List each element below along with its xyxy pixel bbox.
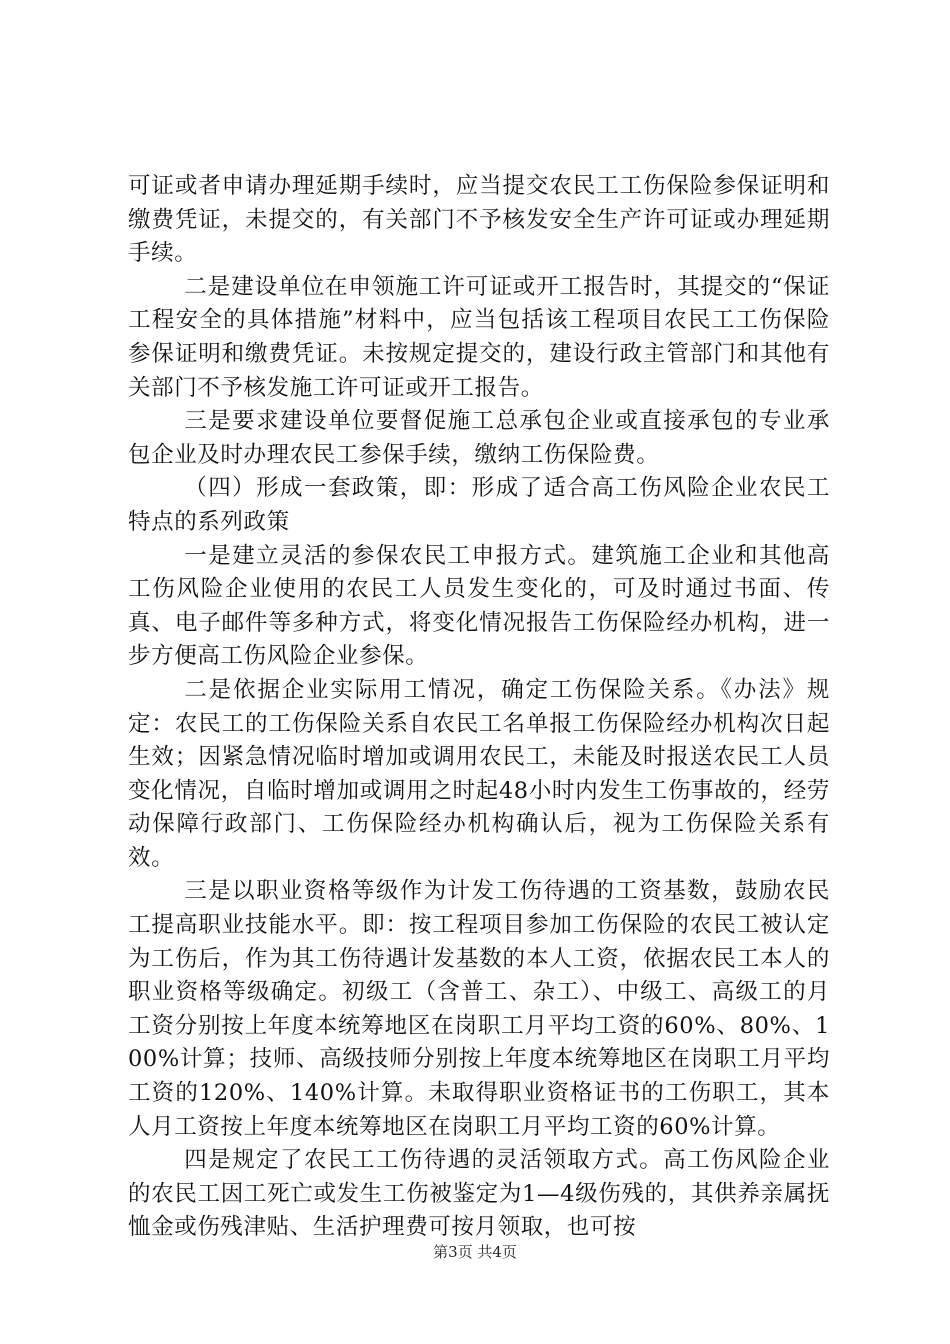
page-footer xyxy=(0,1242,950,1262)
page-number-label: 第3页 共4页 xyxy=(433,1243,517,1261)
section-heading-four: （四）形成一套政策，即：形成了适合高工伤风险企业农民工特点的系列政策 xyxy=(128,475,830,535)
paragraph-continuation: 可证或者申请办理延期手续时，应当提交农民工工伤保险参保证明和缴费凭证，未提交的，有关部门不予核发安全生产许可证或办理延期手续。 xyxy=(128,173,830,267)
paragraph-policy-four: 四是规定了农民工工伤待遇的灵活领取方式。高工伤风险企业的农民工因工死亡或发生工伤被鉴定为1—4级伤残的，其供养亲属抚恤金或伤残津贴、生活护理费可按月领取，也可按 xyxy=(128,1147,830,1241)
paragraph-policy-one: 一是建立灵活的参保农民工申报方式。建筑施工企业和其他高工伤风险企业使用的农民工人员发生变化的，可及时通过书面、传真、电子邮件等多种方式，将变化情况报告工伤保险经办机构，进一步方便高工伤风险企业参保。 xyxy=(128,542,830,670)
paragraph-item-three: 三是要求建设单位要督促施工总承包企业或直接承包的专业承包企业及时办理农民工参保手续，缴纳工伤保险费。 xyxy=(128,408,830,468)
paragraph-policy-three: 三是以职业资格等级作为计发工伤待遇的工资基数，鼓励农民工提高职业技能水平。即：按工程项目参加工伤保险的农民工被认定为工伤后，作为其工伤待遇计发基数的本人工资，依据农民工本人的职业资格等级确定。初级工（含普工、杂工）、中级工、高级工的月工资分别按上年度本统筹地区在岗职工月平均工资的60%、80%、100%计算；技师、高级技师分别按上年度本统筹地区在岗职工月平均工资的120%、140%计算。未取得职业资格证书的工伤职工，其本人月工资按上年度本统筹地区在岗职工月平均工资的60%计算。 xyxy=(128,878,830,1140)
document-body xyxy=(128,170,830,1245)
paragraph-item-two: 二是建设单位在申领施工许可证或开工报告时，其提交的“保证工程安全的具体措施”材料中，应当包括该工程项目农民工工伤保险参保证明和缴费凭证。未按规定提交的，建设行政主管部门和其他有关部门不予核发施工许可证或开工报告。 xyxy=(128,273,830,401)
paragraph-policy-two: 二是依据企业实际用工情况，确定工伤保险关系。《办法》规定：农民工的工伤保险关系自农民工名单报工伤保险经办机构次日起生效；因紧急情况临时增加或调用农民工，未能及时报送农民工人员变化情况，自临时增加或调用之时起48小时内发生工伤事故的，经劳动保障行政部门、工伤保险经办机构确认后，视为工伤保险关系有效。 xyxy=(128,676,830,871)
